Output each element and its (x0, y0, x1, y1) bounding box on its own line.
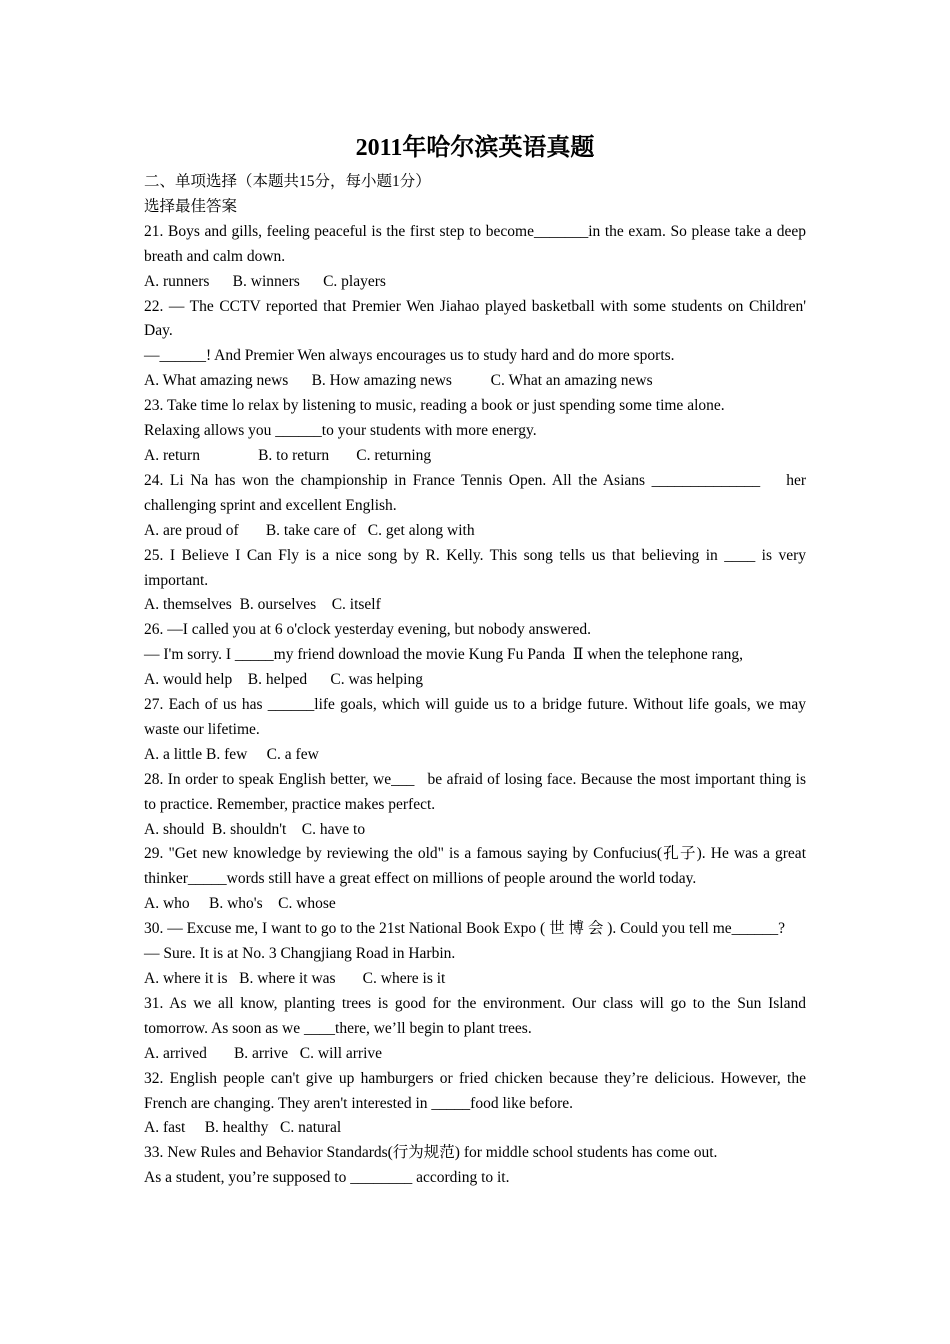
answer-options: A. who B. who's C. whose (144, 895, 336, 913)
question-item (144, 768, 810, 843)
answer-options: A. a little B. few C. a few (144, 745, 319, 763)
question-text: 28. In order to speak English better, we___ be afraid of losing face. Because the most important thing is to practice. Remember, practice makes perfect. (144, 770, 810, 813)
question-item (144, 842, 810, 917)
question-text: — Sure. It is at No. 3 Changjiang Road in Harbin. (144, 945, 456, 963)
document-page (144, 128, 810, 1191)
question-text: 33. New Rules and Behavior Standards(行为规范) for middle school students has come out. (144, 1144, 718, 1162)
question-item (144, 469, 810, 544)
question-item (144, 917, 806, 992)
instruction-text: 选择最佳答案 (144, 197, 238, 215)
page-title: 2011年哈尔滨英语真题 (355, 135, 595, 161)
question-text: 30. — Excuse me, I want to go to the 21st National Book Expo ( 世 博 会 ). Could you tell me______? (144, 920, 786, 938)
answer-options: A. arrived B. arrive C. will arrive (144, 1044, 383, 1062)
question-text: 23. Take time lo relax by listening to music, reading a book or just spending some time alone. (144, 397, 725, 415)
question-text: 31. As we all know, planting trees is good for the environment. Our class will go to the Sun Island tomorrow. As soon as we ____there, we’ll begin to plant trees. (144, 994, 810, 1037)
answer-options: A. return B. to return C. returning (144, 446, 432, 464)
question-item (144, 1067, 810, 1142)
question-list (144, 220, 810, 1191)
answer-options: A. What amazing news B. How amazing news C. What an amazing news (144, 372, 653, 390)
question-item (144, 544, 810, 619)
question-item (144, 1141, 806, 1191)
question-text: —______! And Premier Wen always encourages us to study hard and do more sports. (144, 347, 675, 365)
question-item (144, 992, 810, 1067)
question-item (144, 693, 810, 768)
answer-options: A. are proud of B. take care of C. get along with (144, 521, 475, 539)
question-text: Relaxing allows you ______to your students with more energy. (144, 422, 537, 440)
question-text: 32. English people can't give up hamburgers or fried chicken because they’re delicious. However, the French are changing. They aren't interested in _____food like before. (144, 1069, 810, 1112)
answer-options: A. themselves B. ourselves C. itself (144, 596, 381, 614)
question-text: 21. Boys and gills, feeling peaceful is the first step to become_______in the exam. So please take a deep breath and calm down. (144, 222, 810, 265)
question-text: 26. —I called you at 6 o'clock yesterday evening, but nobody answered. (144, 621, 591, 639)
question-text: 25. I Believe I Can Fly is a nice song by R. Kelly. This song tells us that believing in ____ is very important. (144, 546, 810, 589)
question-item (144, 295, 810, 395)
answer-options: A. should B. shouldn't C. have to (144, 820, 366, 838)
question-text: 29. "Get new knowledge by reviewing the old" is a famous saying by Confucius(孔子). He was a great thinker_____words still have a great effect on millions of people around the world today. (144, 845, 810, 888)
question-item (144, 394, 806, 469)
question-item (144, 220, 810, 295)
answer-options: A. where it is B. where it was C. where is it (144, 970, 446, 987)
question-item (144, 618, 806, 693)
question-text: 24. Li Na has won the championship in France Tennis Open. All the Asians ______________ her challenging sprint and excellent English. (144, 471, 810, 514)
question-text: — I'm sorry. I _____my friend download the movie Kung Fu Panda Ⅱ when the telephone rang, (144, 646, 744, 664)
question-text: As a student, you’re supposed to ________ according to it. (144, 1169, 510, 1187)
question-text: 27. Each of us has ______life goals, which will guide us to a bridge future. Without life goals, we may waste our lifetime. (144, 696, 810, 738)
section-heading: 二、单项选择（本题共15分，每小题1分） (144, 173, 431, 190)
answer-options: A. would help B. helped C. was helping (144, 671, 423, 689)
answer-options: A. fast B. healthy C. natural (144, 1119, 342, 1137)
answer-options: A. runners B. winners C. players (144, 272, 386, 290)
question-text: 22. — The CCTV reported that Premier Wen Jiahao played basketball with some students on Children' Day. (144, 297, 810, 340)
